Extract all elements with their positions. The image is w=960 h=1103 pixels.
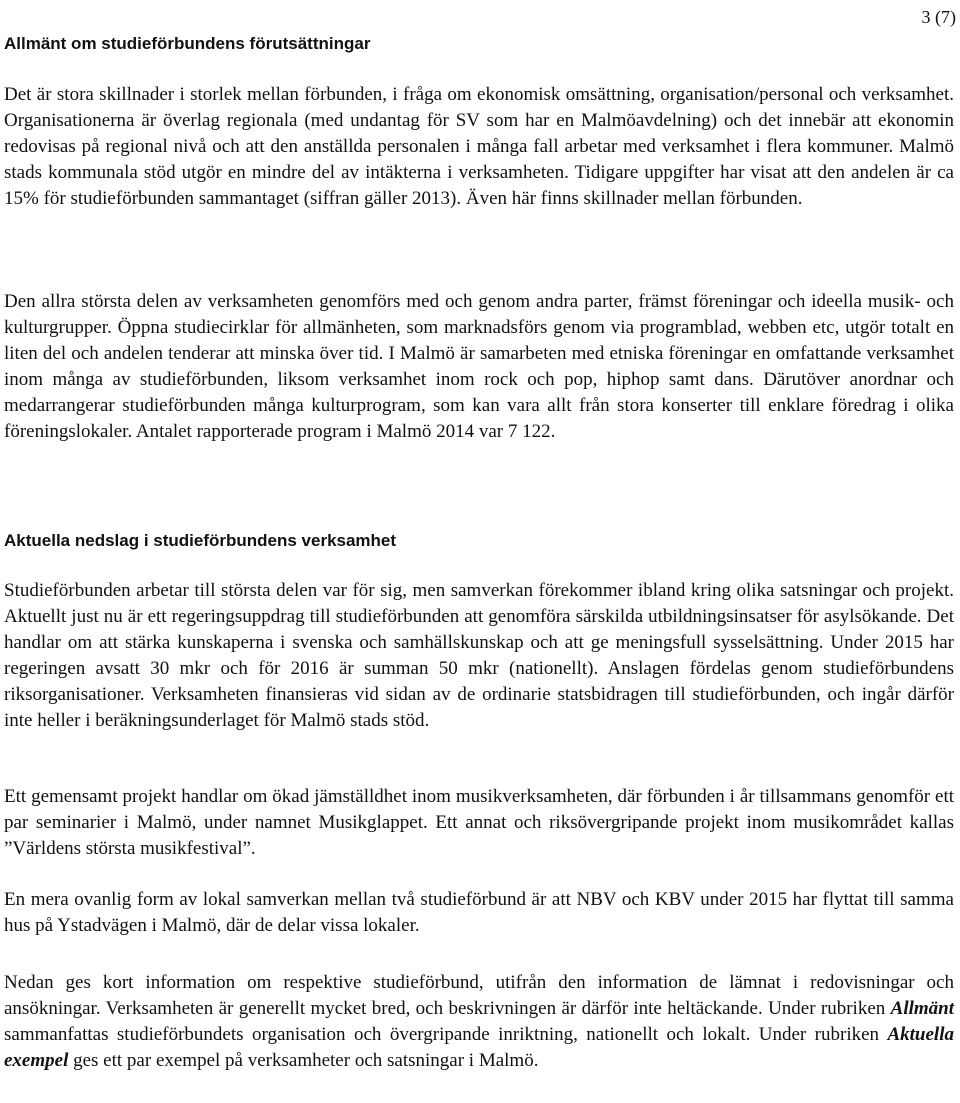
- page-number: 3 (7): [921, 7, 956, 27]
- paragraph-partners: Den allra största delen av verksamheten genomförs med och genom andra parter, främst föreningar och ideella musik- och kulturgrupper. Öppna studiecirklar för allmänheten, som marknadsförs genom via programblad, webben etc, utgör totalt en liten del och andelen tenderar att minska över tid. I Malmö är samarbeten med etniska föreningar en omfattande verksamhet inom många av studieförbunden, liksom verksamhet inom rock och pop, hiphop samt dans. Därutöver anordnar och medarrangerar studieförbunden många kulturprogram, som kan vara allt från stora konserter till enklare föredrag i olika föreningslokaler. Antalet rapporterade program i Malmö 2014 var 7 122.: [4, 291, 954, 442]
- paragraph-local-collaboration: En mera ovanlig form av lokal samverkan mellan två studieförbund är att NBV och KBV under 2015 har flyttat till samma hus på Ystadvägen i Malmö, där de delar vissa lokaler.: [4, 889, 954, 936]
- paragraph-information-part1: Nedan ges kort information om respektive studieförbund, utifrån den information de lämnat i redovisningar och ansökningar. Verksamheten är generellt mycket bred, och beskrivningen är därför inte heltäckande. Under rubriken: [4, 972, 954, 1019]
- term-allmant: Allmänt: [890, 997, 954, 1019]
- paragraph-information-part3: ges ett par exempel på verksamheter och satsningar i Malmö.: [68, 1049, 539, 1071]
- section-heading-current: Aktuella nedslag i studieförbundens verksamhet: [4, 531, 397, 550]
- paragraph-information: [4, 970, 954, 1074]
- paragraph-size-differences: Det är stora skillnader i storlek mellan förbunden, i fråga om ekonomisk omsättning, organisation/personal och verksamhet. Organisationerna är överlag regionala (med undantag för SV som har en Malmöavdelning) och det innebär att ekonomin redovisas på regional nivå och att den anställda personalen i många fall arbetar med verksamhet i flera kommuner. Malmö stads kommunala stöd utgör en mindre del av intäkterna i verksamheten. Tidigare uppgifter har visat att den andelen är ca 15% för studieförbunden sammantaget (siffran gäller 2013). Även här finns skillnader mellan förbunden.: [4, 84, 954, 209]
- section-heading-conditions: Allmänt om studieförbundens förutsättningar: [4, 34, 371, 53]
- paragraph-collaboration: Studieförbunden arbetar till största delen var för sig, men samverkan förekommer ibland kring olika satsningar och projekt. Aktuellt just nu är ett regeringsuppdrag till studieförbunden att genomföra särskilda utbildningsinsatser för asylsökande. Det handlar om att stärka kunskaperna i svenska och samhällskunskap och att ge meningsfull sysselsättning. Under 2015 har regeringen avsatt 30 mkr och för 2016 är summan 50 mkr (nationellt). Anslagen fördelas genom studieförbundens riksorganisationer. Verksamheten finansieras vid sidan av de ordinarie statsbidragen till studieförbunden, och ingår därför inte heller i beräkningsunderlaget för Malmö stads stöd.: [4, 580, 954, 731]
- term-aktuella-exempel: Aktuella exempel: [4, 1023, 954, 1071]
- paragraph-information-part2: sammanfattas studieförbundets organisation och övergripande inriktning, nationellt och lokalt. Under rubriken: [4, 1023, 888, 1045]
- paragraph-joint-project: Ett gemensamt projekt handlar om ökad jämställdhet inom musikverksamheten, där förbunden i år tillsammans genomför ett par seminarier i Malmö, under namnet Musikglappet. Ett annat och riksövergripande projekt inom musikområdet kallas ”Världens största musikfestival”.: [4, 786, 954, 859]
